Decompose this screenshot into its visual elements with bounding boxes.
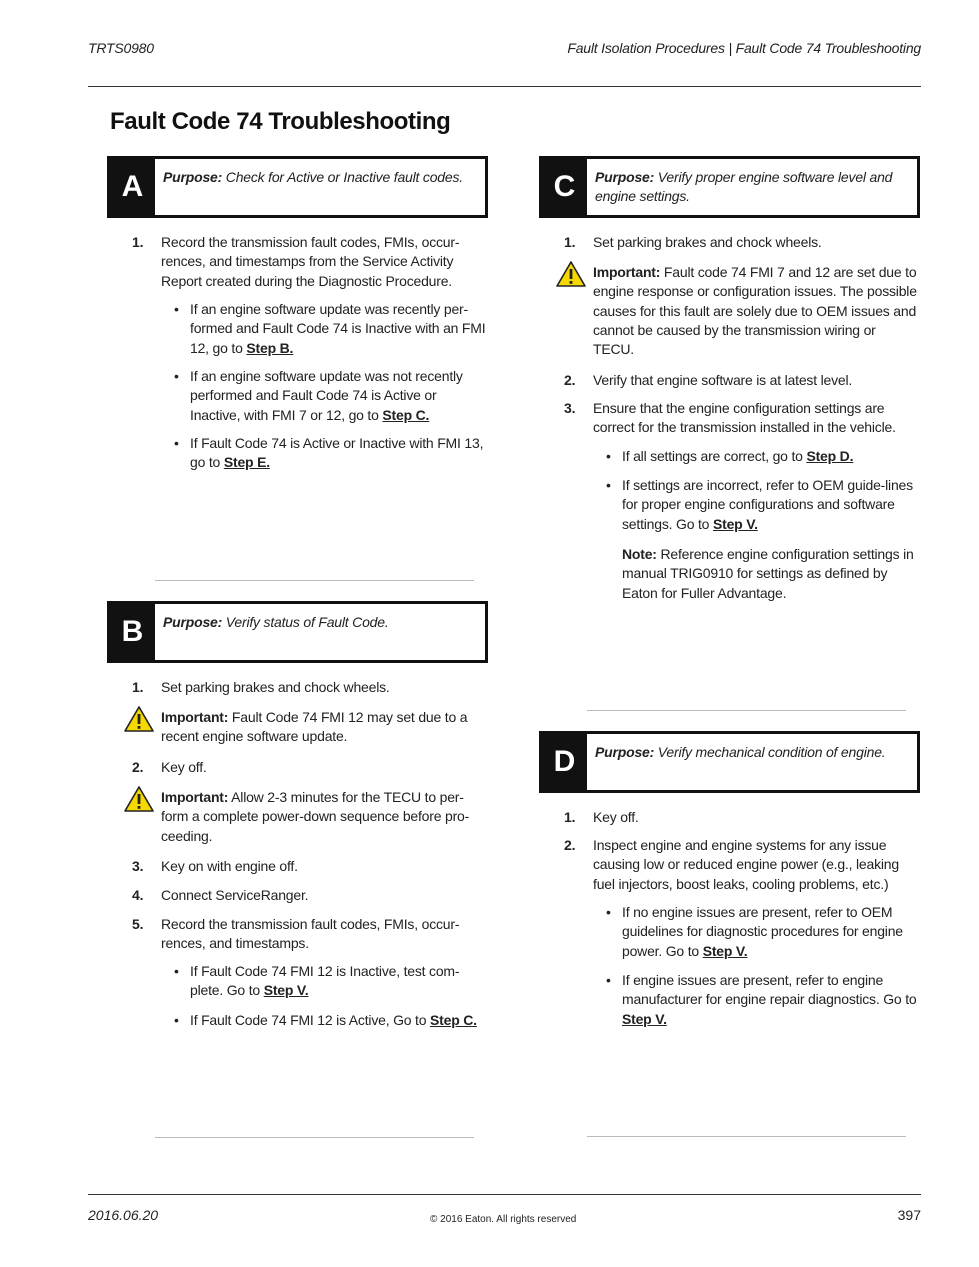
item-text: Key off.	[593, 809, 639, 825]
step-d-header	[539, 731, 920, 793]
step-v-link[interactable]: Step V.	[702, 942, 748, 959]
step-purpose	[163, 613, 475, 632]
item-number: 2.	[564, 372, 576, 388]
step-purpose	[595, 168, 907, 206]
important-text: Fault Code 74 FMI 12 may set due to a recent engine software update.	[161, 709, 468, 745]
important-label: Important:	[593, 264, 661, 280]
header-divider	[88, 86, 921, 87]
item-number: 3.	[132, 858, 144, 874]
footer-divider	[88, 1194, 921, 1195]
item-text: Record the transmission fault codes, FMIs, occur-rences, and timestamps from the Service Activity Report created during the Diagnostic Procedure.	[161, 234, 460, 289]
item-text: Key off.	[161, 759, 207, 775]
purpose-text: Verify proper engine software level and engine settings.	[595, 169, 893, 204]
footer-copyright: © 2016 Eaton. All rights reserved	[430, 1214, 577, 1225]
footer-date: 2016.06.20	[88, 1207, 159, 1223]
item-number: 2.	[564, 837, 576, 853]
important-label: Important:	[161, 709, 229, 725]
item-text: Key on with engine off.	[161, 858, 298, 874]
step-c-header	[539, 156, 920, 218]
item-text: Verify that engine software is at latest level.	[593, 372, 853, 388]
item-number: 4.	[132, 887, 144, 903]
section-divider	[587, 1136, 906, 1137]
item-number: 5.	[132, 916, 144, 932]
bullet-text: If an engine software update was not recently performed and Fault Code 74 is Active or Inactive, with FMI 7 or 12, go to	[190, 368, 463, 423]
step-c-link[interactable]: Step C.	[382, 406, 430, 423]
bullet-text: If Fault Code 74 FMI 12 is Inactive, test com-plete. Go to	[190, 963, 460, 999]
item-text: Record the transmission fault codes, FMIs, occur-rences, and timestamps.	[161, 916, 460, 952]
page-title: Fault Code 74 Troubleshooting	[110, 108, 451, 135]
bullet-text: If an engine software update was recently per-formed and Fault Code 74 is Inactive with an FMI 12, go to	[190, 301, 486, 356]
item-text: Ensure that the engine configuration settings are correct for the transmission installed in the vehicle.	[593, 400, 896, 436]
step-letter: B	[110, 604, 155, 660]
step-d-link[interactable]: Step D.	[806, 448, 854, 464]
warning-triangle-icon	[124, 706, 154, 732]
important-text: Allow 2-3 minutes for the TECU to per-form a complete power-down sequence before pro-ceeding.	[161, 789, 470, 844]
item-number: 2.	[132, 759, 144, 775]
step-e-link[interactable]: Step E.	[223, 454, 270, 471]
step-purpose	[595, 743, 907, 762]
bullet-dot: •	[174, 368, 179, 384]
page-number: 397	[897, 1207, 921, 1223]
item-number: 1.	[132, 234, 144, 250]
bullet-text: If all settings are correct, go to	[622, 448, 803, 464]
important-text: Fault code 74 FMI 7 and 12 are set due to engine response or configuration issues. The possible causes for this fault are solely due to OEM issues and cannot be caused by the transmission wiring or TECU.	[593, 264, 917, 358]
step-letter: A	[110, 159, 155, 215]
header-section: Fault Isolation Procedures | Fault Code 74 Troubleshooting	[567, 40, 921, 56]
step-v-link[interactable]: Step V.	[263, 982, 309, 999]
bullet-dot: •	[174, 435, 179, 451]
bullet-dot: •	[174, 1012, 179, 1028]
step-v-link[interactable]: Step V.	[712, 515, 758, 532]
section-divider	[155, 1137, 474, 1138]
step-letter: D	[542, 734, 587, 790]
bullet-text: If Fault Code 74 FMI 12 is Active, Go to	[190, 1012, 427, 1028]
purpose-label: Purpose:	[163, 614, 223, 630]
purpose-text: Verify mechanical condition of engine.	[657, 744, 886, 760]
item-text: Set parking brakes and chock wheels.	[161, 679, 390, 695]
bullet-dot: •	[606, 477, 611, 493]
step-b-header	[107, 601, 488, 663]
step-letter: C	[542, 159, 587, 215]
step-v-link[interactable]: Step V.	[622, 1010, 667, 1027]
step-c-link[interactable]: Step C.	[430, 1012, 477, 1028]
step-a-header	[107, 156, 488, 218]
item-number: 1.	[564, 809, 576, 825]
item-number: 1.	[132, 679, 144, 695]
purpose-label: Purpose:	[595, 744, 655, 760]
item-text: Set parking brakes and chock wheels.	[593, 234, 822, 250]
bullet-text: If no engine issues are present, refer to OEM guidelines for diagnostic procedures for engine power. Go to	[622, 904, 903, 959]
bullet-text: If engine issues are present, refer to engine manufacturer for engine repair diagnostics. Go to	[622, 972, 917, 1008]
bullet-dot: •	[174, 301, 179, 317]
bullet-dot: •	[606, 448, 611, 464]
important-label: Important:	[161, 789, 229, 805]
purpose-text: Verify status of Fault Code.	[225, 614, 389, 630]
purpose-label: Purpose:	[163, 169, 223, 185]
note-text: Reference engine configuration settings in manual TRIG0910 for settings as defined by Eaton for Fuller Advantage.	[622, 546, 914, 601]
note-label: Note:	[622, 546, 657, 562]
warning-triangle-icon	[556, 261, 586, 287]
bullet-text: If Fault Code 74 is Active or Inactive with FMI 13, go to	[190, 435, 484, 471]
purpose-text: Check for Active or Inactive fault codes.	[225, 169, 463, 185]
step-b-link[interactable]: Step B.	[246, 339, 294, 356]
purpose-label: Purpose:	[595, 169, 655, 185]
item-number: 3.	[564, 400, 576, 416]
bullet-dot: •	[606, 972, 611, 988]
section-divider	[155, 580, 474, 581]
item-text: Inspect engine and engine systems for any issue causing low or reduced engine power (e.g., leaking fuel injectors, boost leaks, cooling problems, etc.)	[593, 837, 899, 892]
item-text: Connect ServiceRanger.	[161, 887, 309, 903]
bullet-dot: •	[606, 904, 611, 920]
item-number: 1.	[564, 234, 576, 250]
step-purpose	[163, 168, 475, 187]
bullet-dot: •	[174, 963, 179, 979]
warning-triangle-icon	[124, 786, 154, 812]
bullet-text: If settings are incorrect, refer to OEM guide-lines for proper engine configurations and software settings. Go to	[622, 477, 913, 532]
header-doc-id: TRTS0980	[88, 40, 154, 56]
section-divider	[587, 710, 906, 711]
